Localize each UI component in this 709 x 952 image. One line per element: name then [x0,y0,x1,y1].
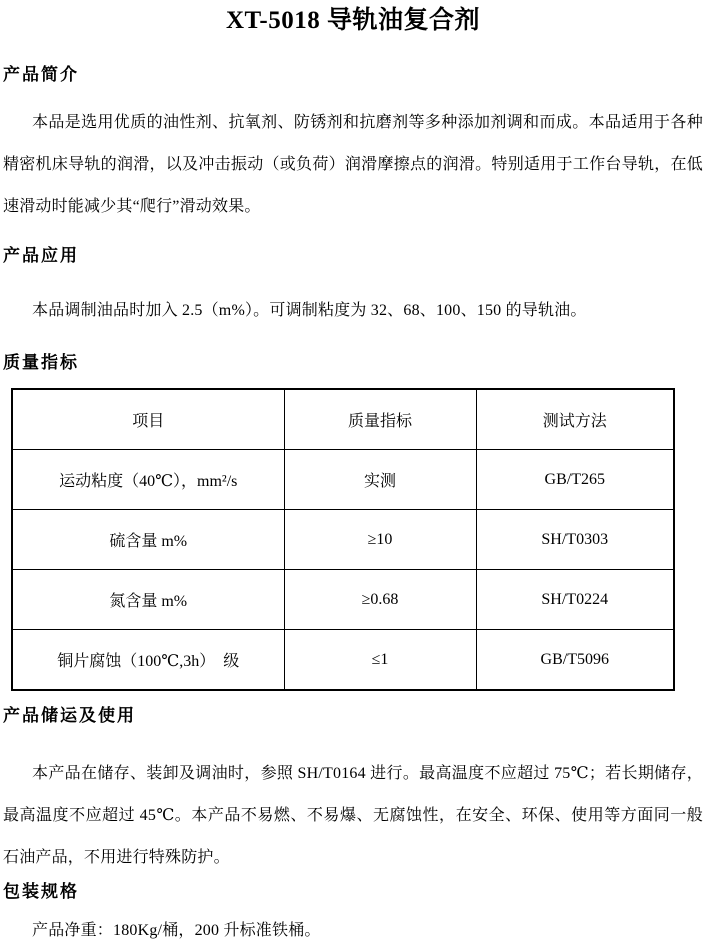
storage-paragraph: 本产品在储存、装卸及调油时，参照 SH/T0164 进行。最高温度不应超过 75℃；若长期储存，最高温度不应超过 45℃。本产品不易燃、不易爆、无腐蚀性，在安全、环保、使用等方面同一般石油产品，不用进行特殊防护。 [3,765,703,866]
section-heading-intro: 产品简介 [3,65,79,84]
cell-spec: ≥10 [284,510,476,570]
cell-item: 运动粘度（40℃），mm²/s [12,450,284,510]
cell-spec: 实测 [284,450,476,510]
cell-method: GB/T5096 [476,630,674,691]
table-row-sulfur [12,510,674,570]
table-row-nitrogen [12,570,674,630]
cell-item: 氮含量 m% [12,570,284,630]
intro-paragraph: 本品是选用优质的油性剂、抗氧剂、防锈剂和抗磨剂等多种添加剂调和而成。本品适用于各种精密机床导轨的润滑，以及冲击振动（或负荷）润滑摩擦点的润滑。特别适用于工作台导轨，在低速滑动时能减少其“爬行”滑动效果。 [3,114,703,215]
packaging-paragraph: 产品净重：180Kg/桶，200 升标准铁桶。 [32,922,321,939]
cell-method: SH/T0303 [476,510,674,570]
section-heading-quality: 质量指标 [3,353,79,372]
cell-item: 硫含量 m% [12,510,284,570]
cell-spec: ≥0.68 [284,570,476,630]
cell-method: GB/T265 [476,450,674,510]
cell-item: 铜片腐蚀（100℃,3h） 级 [12,630,284,691]
quality-table-header-row [12,389,674,450]
column-header-method: 测试方法 [476,389,674,450]
section-heading-application: 产品应用 [3,246,79,265]
document-page [0,6,709,951]
quality-table [11,388,675,691]
cell-spec: ≤1 [284,630,476,691]
table-row-viscosity [12,450,674,510]
cell-method: SH/T0224 [476,570,674,630]
table-row-copper-corrosion [12,630,674,691]
section-heading-storage: 产品储运及使用 [3,706,136,725]
application-paragraph: 本品调制油品时加入 2.5（m%）。可调制粘度为 32、68、100、150 的导轨油。 [32,302,587,319]
column-header-item: 项目 [12,389,284,450]
column-header-spec: 质量指标 [284,389,476,450]
document-title: XT-5018 导轨油复合剂 [225,7,480,34]
section-heading-packaging: 包装规格 [3,882,79,901]
